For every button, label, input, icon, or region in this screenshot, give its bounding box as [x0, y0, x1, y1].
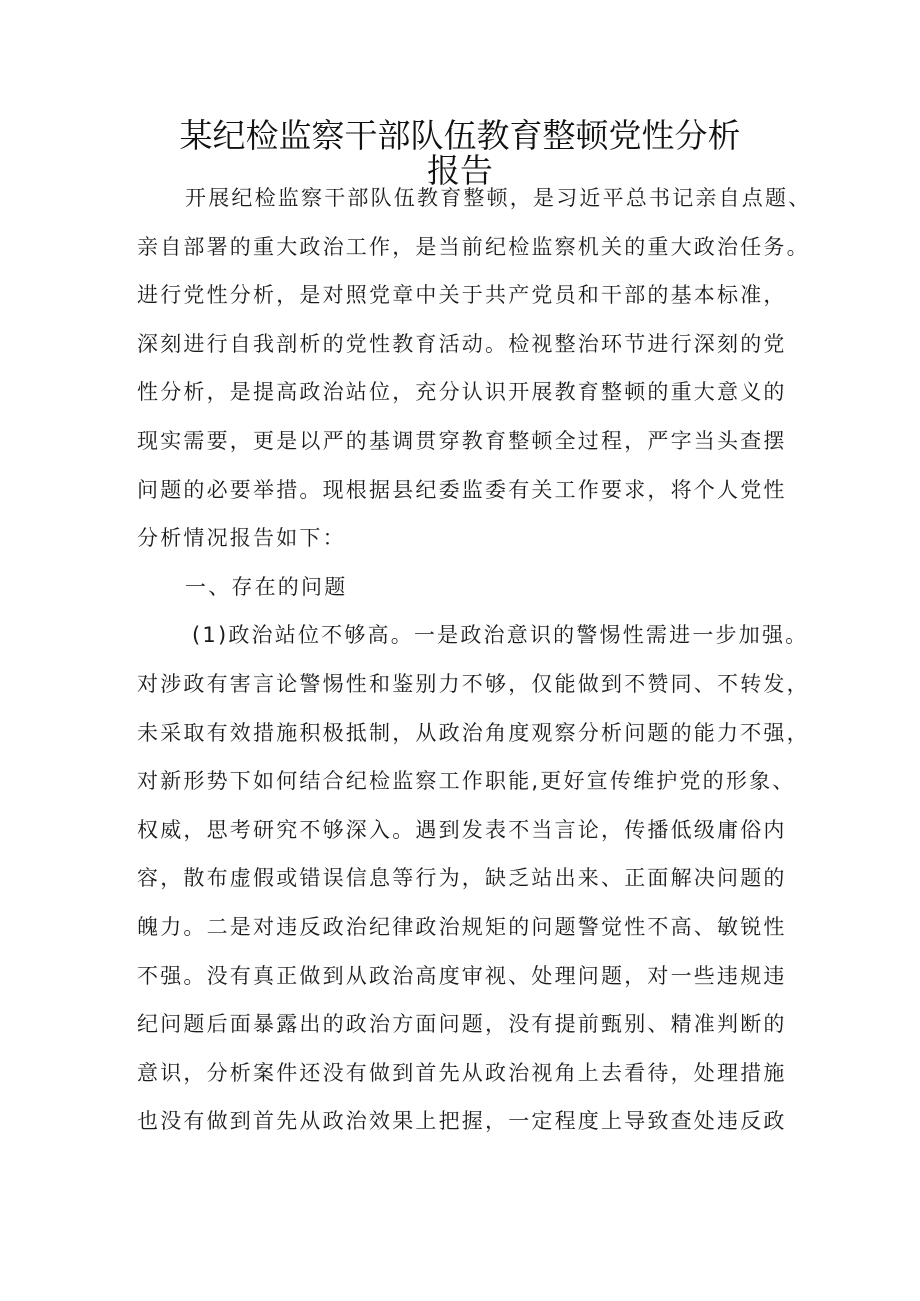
text-line: 分析情况报告如下：: [137, 526, 346, 551]
text-line: 开展纪检监察干部队伍教育整顿，是习近平总书记亲自点题、: [185, 186, 812, 210]
text-line: 不强。没有真正做到从政治高度审视、处理问题，对一些违规违: [137, 963, 787, 988]
text-line: 纪问题后面暴露出的政治方面问题，没有提前甄别、精准判断的: [137, 1012, 787, 1037]
text-line: 权威，思考研究不够深入。遇到发表不当言论，传播低级庸俗内: [137, 817, 787, 842]
text-line: 进行党性分析，是对照党章中关于共产党员和干部的基本标准，: [137, 283, 787, 308]
text-line: 问题的必要举措。现根据县纪委监委有关工作要求，将个人党性: [137, 477, 787, 502]
text-line: 未采取有效措施积极抵制，从政治角度观察分析问题的能力不强，: [137, 720, 810, 745]
page-title: 某纪检监察干部队伍教育整顿党性分析报告: [179, 116, 741, 190]
text-line: 亲自部署的重大政治工作，是当前纪检监察机关的重大政治任务。: [137, 234, 810, 259]
text-line: 意识，分析案件还没有做到首先从政治视角上去看待，处理措施: [137, 1060, 787, 1085]
text-line: 深刻进行自我剖析的党性教育活动。检视整治环节进行深刻的党: [137, 331, 787, 356]
text-line: 也没有做到首先从政治效果上把握，一定程度上导致查处违反政: [137, 1109, 787, 1134]
text-line: 魄力。二是对违反政治纪律政治规矩的问题警觉性不高、敏锐性: [137, 914, 787, 939]
document-body: [137, 174, 812, 1146]
text-line: 现实需要，更是以严的基调贯穿教育整顿全过程，严字当头查摆: [137, 428, 787, 453]
text-line: 对涉政有害言论警惕性和鉴别力不够，仅能做到不赞同、不转发，: [137, 671, 810, 696]
text-line: 对新形势下如何结合纪检监察工作职能,更好宣传维护党的形象、: [137, 769, 796, 794]
section-heading: 一、存在的问题: [185, 574, 348, 599]
text-line: (1)政治站位不够高。一是政治意识的警惕性需进一步加强。: [192, 623, 809, 648]
text-line: 容，散布虚假或错误信息等行为，缺乏站出来、正面解决问题的: [137, 866, 787, 891]
text-line: 性分析，是提高政治站位，充分认识开展教育整顿的重大意义的: [137, 380, 787, 405]
